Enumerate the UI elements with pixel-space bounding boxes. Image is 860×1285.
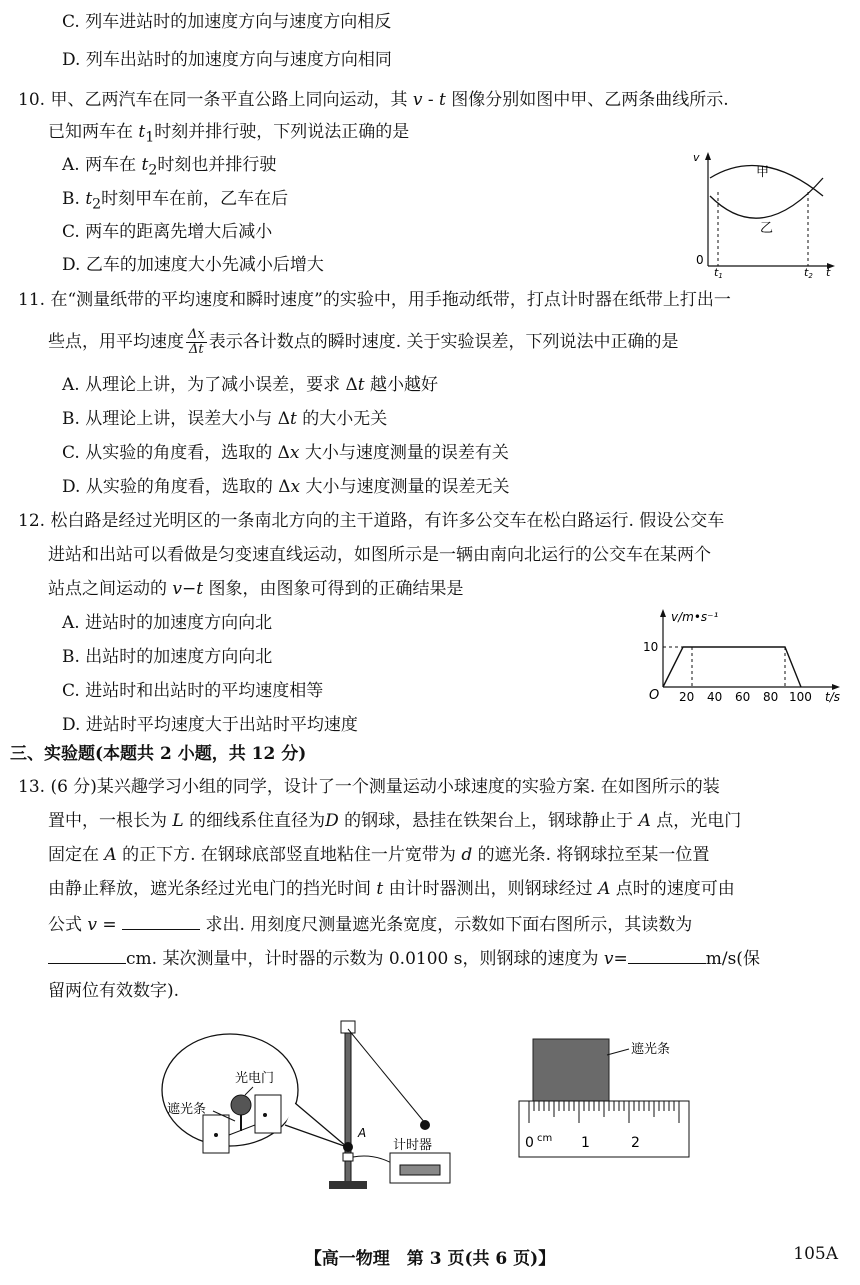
label-point-a: A [358, 1126, 367, 1140]
q12-x-tick-60: 60 [735, 690, 751, 704]
ruler-one: 1 [581, 1135, 590, 1151]
q10-stem-line1: 10. 甲、乙两汽车在同一条平直公路上同向运动，其 v - t 图像分别如图中甲、乙两条曲线所示. [18, 90, 729, 110]
q10-option-c: C. 两车的距离先增大后减小 [62, 222, 273, 242]
q9-option-d: D. 列车出站时的加速度方向与速度方向相同 [62, 50, 392, 70]
q12-y-tick: 10 [643, 640, 659, 654]
q11-fraction: $\frac{\Delta x}{\Delta t}$ [188, 327, 205, 357]
q10-t2-label: t2 [804, 266, 813, 278]
q10-stem-line2: 已知两车在 $t_1$时刻并排行驶，下列说法正确的是 [48, 122, 410, 146]
label-zheguangtiao-left: 遮光条 [167, 1102, 207, 1117]
label-zheguangtiao-right: 遮光条 [631, 1042, 671, 1057]
label-jishiqi: 计时器 [393, 1138, 433, 1153]
photogate-plate-right [255, 1095, 281, 1133]
ruler-zero: 0 [525, 1135, 534, 1151]
q13-line2: 置中，一根长为 L 的细线系住直径为D 的钢球，悬挂在铁架台上，钢球静止于 A 点，光电门 [48, 811, 742, 831]
page-footer: 【高一物理 第 3 页(共 6 页)】 [304, 1249, 556, 1269]
stand-base [329, 1181, 367, 1189]
q10-jia-label: 甲 [756, 165, 770, 180]
q12-y-label: v/m•s⁻¹ [671, 610, 719, 624]
stand-clamp [341, 1021, 355, 1033]
q10-yi-label: 乙 [760, 221, 774, 236]
q11-option-d: D. 从实验的角度看，选取的 Δx 大小与速度测量的误差无关 [62, 477, 510, 497]
paper-code: 105A [793, 1244, 838, 1264]
q11-option-c: C. 从实验的角度看，选取的 Δx 大小与速度测量的误差有关 [62, 443, 509, 463]
pendulum-string [348, 1029, 425, 1123]
q10-option-d: D. 乙车的加速度大小先减小后增大 [62, 255, 324, 275]
shading-strip-block [533, 1039, 609, 1101]
q11-stem-line2: 些点，用平均速度 $\frac{\Delta x}{\Delta t}$ 表示各计数点的瞬时速度. 关于实验误差，下列说法中正确的是 [48, 327, 679, 357]
q11-option-a: A. 从理论上讲，为了减小误差，要求 Δt 越小越好 [62, 375, 439, 395]
q10-option-a: A. 两车在 $t_2$时刻也并排行驶 [62, 155, 277, 179]
q12-x-tick-20: 20 [679, 690, 695, 704]
q11-stem-line1: 11. 在“测量纸带的平均速度和瞬时速度”的实验中，用手拖动纸带，打点计时器在纸带上打出一 [18, 290, 731, 310]
q13-line1: 13. (6 分)某兴趣学习小组的同学，设计了一个测量运动小球速度的实验方案. 在如图所示的装 [18, 777, 720, 797]
q13-line5: 公式 v = 求出. 用刻度尺测量遮光条宽度，示数如下面右图所示，其读数为 [48, 911, 692, 937]
photogate-small [343, 1153, 353, 1161]
q9-option-c: C. 列车进站时的加速度方向与速度方向相反 [62, 12, 392, 32]
q13-blank-formula[interactable] [122, 911, 200, 930]
q12-option-b: B. 出站时的加速度方向向北 [62, 647, 273, 667]
q10-t-label: t [826, 266, 831, 278]
q13-line7: 留两位有效数字). [48, 981, 180, 1001]
q10-option-b: B. $t_2$时刻甲车在前，乙车在后 [62, 189, 289, 213]
q12-y-arrow [660, 609, 666, 617]
ruler-two: 2 [631, 1135, 640, 1151]
label-guangdianmen: 光电门 [235, 1071, 275, 1086]
q12-stem-line3: 站点之间运动的 v−t 图象，由图象可得到的正确结果是 [48, 579, 464, 599]
steel-ball-raised [420, 1120, 430, 1130]
q10-vt-graph [690, 148, 840, 278]
ruler-cm: cm [537, 1133, 553, 1144]
q12-x-tick-40: 40 [707, 690, 723, 704]
q10-v-label: v [693, 151, 700, 164]
q10-origin-label: 0 [696, 253, 704, 267]
zoom-bubble-tail [285, 1103, 347, 1147]
steel-ball-rest [343, 1142, 353, 1152]
q12-x-label: t/s [825, 690, 840, 704]
q12-vt-graph [635, 605, 850, 705]
q13-blank-reading[interactable] [48, 945, 126, 964]
steel-ball-zoom [231, 1095, 251, 1115]
q12-trapezoid-line [663, 647, 801, 687]
q13-line4: 由静止释放，遮光条经过光电门的挡光时间 t 由计时器测出，则钢球经过 A 点时的速度可由 [48, 879, 735, 899]
q13-ruler-figure [515, 1035, 695, 1165]
q12-option-d: D. 进站时平均速度大于出站时平均速度 [62, 715, 358, 735]
q12-x-tick-100: 100 [789, 690, 812, 704]
q13-line6: cm. 某次测量中，计时器的示数为 0.0100 s，则钢球的速度为 v= m/s(保 [48, 945, 760, 971]
q10-t1-label: t1 [714, 266, 723, 278]
q12-option-c: C. 进站时和出站时的平均速度相等 [62, 681, 324, 701]
q13-apparatus-figure [155, 1015, 475, 1195]
q12-stem-line2: 进站和出站可以看做是匀变速直线运动，如图所示是一辆由南向北运行的公交车在某两个 [48, 545, 711, 565]
q12-origin-label: O [649, 688, 660, 703]
q13-blank-speed[interactable] [628, 945, 706, 964]
q11-option-b: B. 从理论上讲，误差大小与 Δt 的大小无关 [62, 409, 388, 429]
q13-line3: 固定在 A 的正下方. 在钢球底部竖直地粘住一片宽带为 d 的遮光条. 将钢球拉至某一位置 [48, 845, 710, 865]
q12-stem-line1: 12. 松白路是经过光明区的一条南北方向的主干道路，有许多公交车在松白路运行. 假设公交车 [18, 511, 725, 531]
timer-display [400, 1165, 440, 1175]
q10-y-arrow [705, 152, 711, 160]
section-3-title: 三、实验题(本题共 2 小题，共 12 分) [10, 744, 307, 764]
q12-option-a: A. 进站时的加速度方向向北 [62, 613, 273, 633]
q12-x-tick-80: 80 [763, 690, 779, 704]
